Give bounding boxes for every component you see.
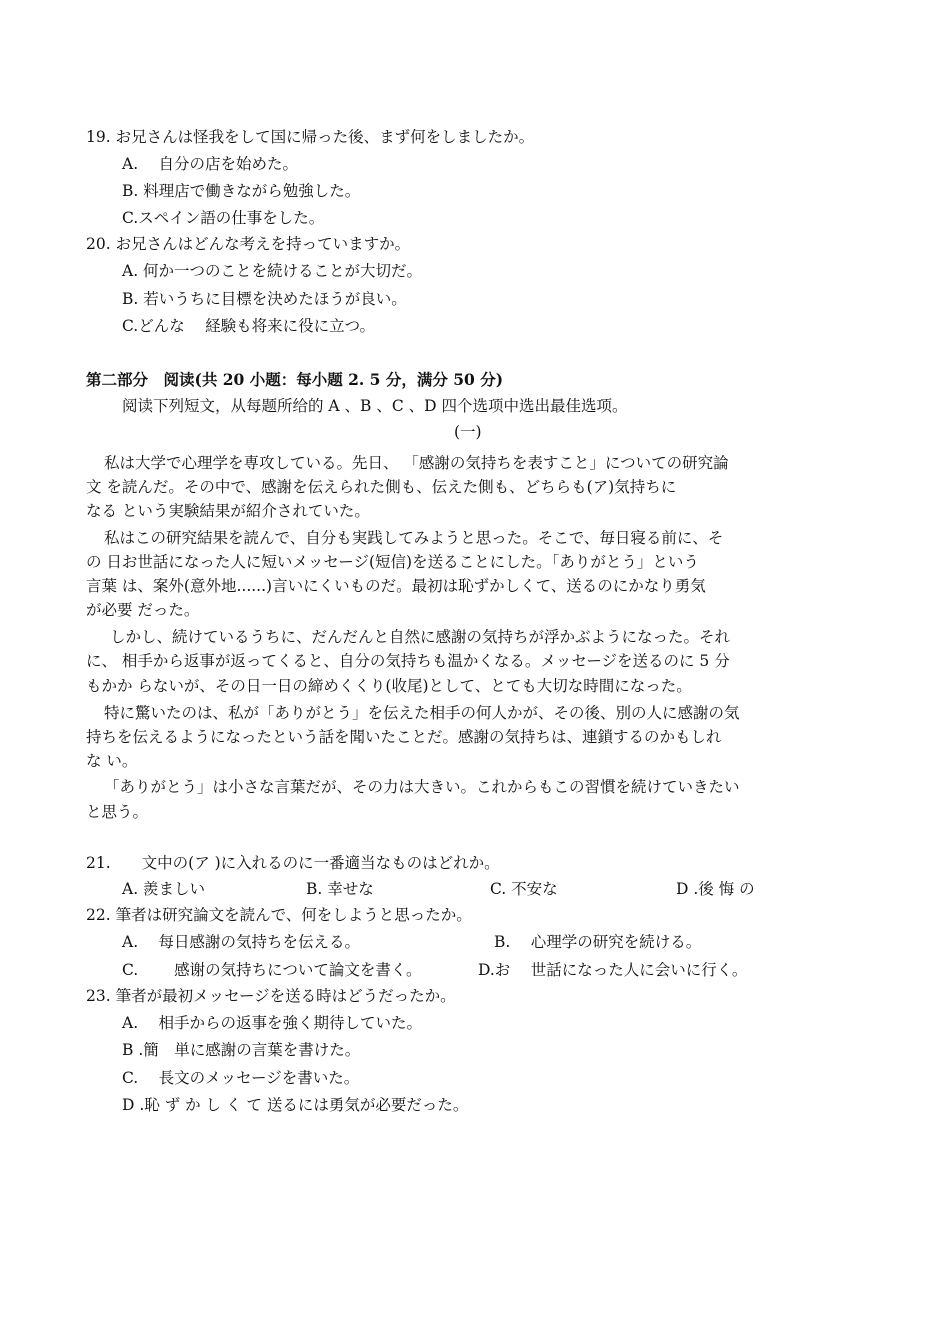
q21-option-c: C. 不安な [490,880,558,898]
passage-line: 言葉 は、案外(意外地......)言いにくいものだ。最初は恥ずかしくて、送るのにかなり勇気 [86,577,706,595]
q19-option-c: C.スペイン語の仕事をした。 [122,209,325,227]
q22-option-d: D.お 世話になった人に会いに行く。 [478,961,748,979]
passage-line: 「ありがとう」は小さな言葉だが、その力は大きい。これからもこの習慣を続けていきたい [104,778,740,796]
passage-line: 私はこの研究結果を読んで、自分も実践してみようと思った。そこで、毎日寝る前に、そ [104,529,724,547]
q20-option-a: A. 何か一つのことを続けることが大切だ。 [122,262,423,280]
q23-option-c: C. 長文のメッセージを書いた。 [122,1069,360,1087]
passage-line: 私は大学で心理学を専攻している。先日、 「感謝の気持ちを表すこと」についての研究論 [104,454,729,472]
q19-option-a: A. 自分の店を始めた。 [122,155,299,173]
section-heading: 第二部分 阅读(共 20 小题：每小题 2. 5 分，满分 50 分) [86,370,504,389]
q23-option-a: A. 相手からの返事を強く期待していた。 [122,1014,423,1032]
passage-line: に、 相手から返事が返ってくると、自分の気持ちも温かくなる。メッセージを送るのに 5 分 [86,652,730,670]
q22-option-b: B. 心理学の研究を続ける。 [494,933,702,951]
passage-line: な い。 [86,752,138,770]
q21-option-a: A. 羨ましい [122,880,206,898]
q20-option-b: B. 若いうちに目標を決めたほうが良い。 [122,290,407,308]
q22-option-c: C. 感谢の気持ちについて論文を書く。 [122,961,422,979]
passage-line: の 日お世話になった人に短いメッセージ(短信)を送ることにした。「ありがとう」という [86,553,699,571]
passage-line: もかか らないが、その日一日の締めくくり(收尾)として、とても大切な時間になった。 [86,677,692,695]
q21-option-d: D .後 悔 の [676,880,755,898]
passage-line: 文 を読んだ。その中で、感謝を伝えられた側も、伝えた側も、どちらも(ア)気持ちに [86,478,677,496]
passage-line: なる という実験結果が紹介されていた。 [86,502,370,520]
section-instruction: 阅读下列短文，从每题所给的 A 、B 、C 、D 四个选项中选出最佳选项。 [122,397,628,415]
passage-line: 持ちを伝えるようになったという話を聞いたことだ。感謝の気持ちは、連鎖するのかもしれ [86,728,722,746]
question-20: 20. お兄さんはどんな考えを持っていますか。 [86,235,411,253]
passage-label: (一) [454,423,482,441]
question-21: 21. 文中の(ア )に入れるのに一番適当なものはどれか。 [86,854,500,872]
passage-line: 特に驚いたのは、私が「ありがとう」を伝えた相手の何人かが、その後、別の人に感謝の気 [104,704,740,722]
q23-option-b: B .簡 単に感謝の言葉を書けた。 [122,1041,361,1059]
q21-option-b: B. 幸せな [306,880,374,898]
q22-option-a: A. 每日感謝の気持ちを伝える。 [122,933,361,951]
passage-line: と思う。 [86,803,149,821]
question-19: 19. お兄さんは怪我をして国に帰った後、まず何をしましたか。 [86,128,535,146]
q20-option-c: C.どんな 経験も将来に役に立つ。 [122,317,376,335]
question-22: 22. 筆者は研究論文を読んで、何をしようと思ったか。 [86,906,472,924]
q19-option-b: B. 料理店で働きながら勉強した。 [122,182,361,200]
passage-line: が必要 だった。 [86,601,200,619]
passage-line: しかし、続けているうちに、だんだんと自然に感謝の気持ちが浮かぶようになった。それ [110,628,731,646]
question-23: 23. 筆者が最初メッセージを送る時はどうだったか。 [86,987,456,1005]
q23-option-d: D .恥 ず か し く て 送るには勇気が必要だった。 [122,1096,469,1114]
